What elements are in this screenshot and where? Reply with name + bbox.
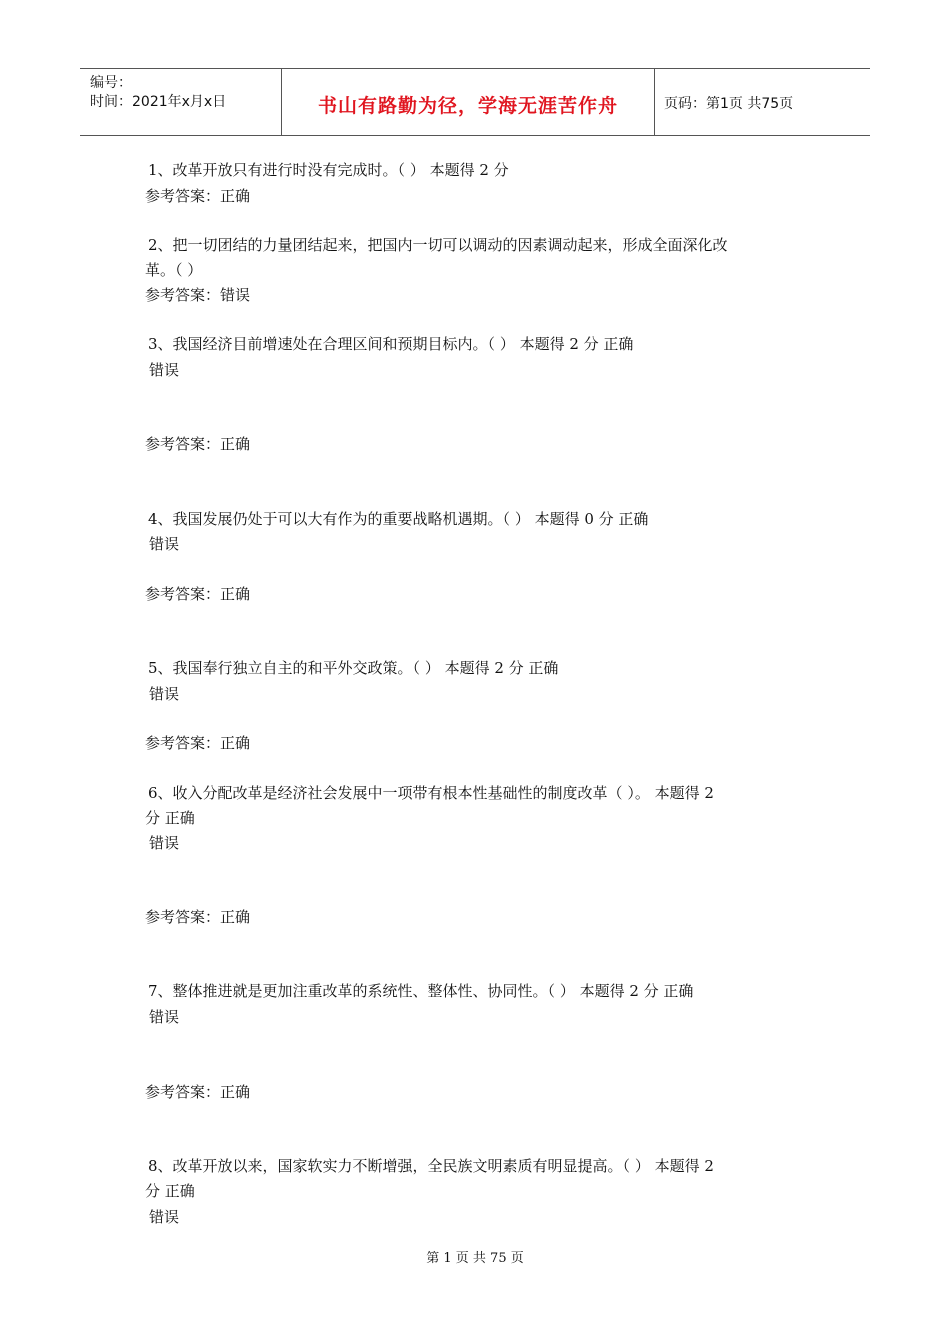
date-label: 时间：2021年x月x日 [90,94,227,110]
question-2-text-cont: 革。（ ） [145,261,203,279]
question-5-option: 错误 [149,685,180,703]
question-8-text-cont: 分 正确 [145,1182,195,1200]
question-4-text: 4、我国发展仍处于可以大有作为的重要战略机遇期。（ ） 本题得 0 分 正确 [148,510,649,528]
question-2-answer: 参考答案：错误 [145,286,251,304]
question-8-text: 8、改革开放以来，国家软实力不断增强，全民族文明素质有明显提高。（ ） 本题得 2 [148,1157,714,1175]
page-footer: 第 1 页 共 75 页 [426,1251,524,1266]
question-3-option: 错误 [149,361,180,379]
motto: 书山有路勤为径，学海无涯苦作舟 [317,95,618,117]
question-6-text-cont: 分 正确 [145,809,195,827]
question-8-option: 错误 [149,1208,180,1226]
question-1-text: 1、改革开放只有进行时没有完成时。（ ） 本题得 2 分 [148,161,509,179]
question-7-text: 7、整体推进就是更加注重改革的系统性、整体性、协同性。（ ） 本题得 2 分 正确 [148,982,694,1000]
page-label: 页码：第1页 共75页 [664,96,794,112]
header-meta-cell [80,69,282,135]
question-5-text: 5、我国奉行独立自主的和平外交政策。（ ） 本题得 2 分 正确 [148,659,559,677]
header-motto-cell [282,69,655,135]
question-3-text: 3、我国经济目前增速处在合理区间和预期目标内。（ ） 本题得 2 分 正确 [148,335,634,353]
question-2-text: 2、把一切团结的力量团结起来，把国内一切可以调动的因素调动起来，形成全面深化改 [148,236,728,254]
question-4-answer: 参考答案：正确 [145,585,251,603]
question-3-answer: 参考答案：正确 [145,435,251,453]
question-7-answer: 参考答案：正确 [145,1083,251,1101]
question-7-option: 错误 [149,1008,180,1026]
document-header [80,68,870,136]
number-label: 编号： [90,75,132,91]
question-6-text: 6、收入分配改革是经济社会发展中一项带有根本性基础性的制度改革（ ）。 本题得 2 [148,784,714,802]
question-4-option: 错误 [149,535,180,553]
header-page-cell [655,69,870,135]
question-6-answer: 参考答案：正确 [145,908,251,926]
question-6-option: 错误 [149,834,180,852]
question-5-answer: 参考答案：正确 [145,734,251,752]
question-1-answer: 参考答案：正确 [145,187,251,205]
